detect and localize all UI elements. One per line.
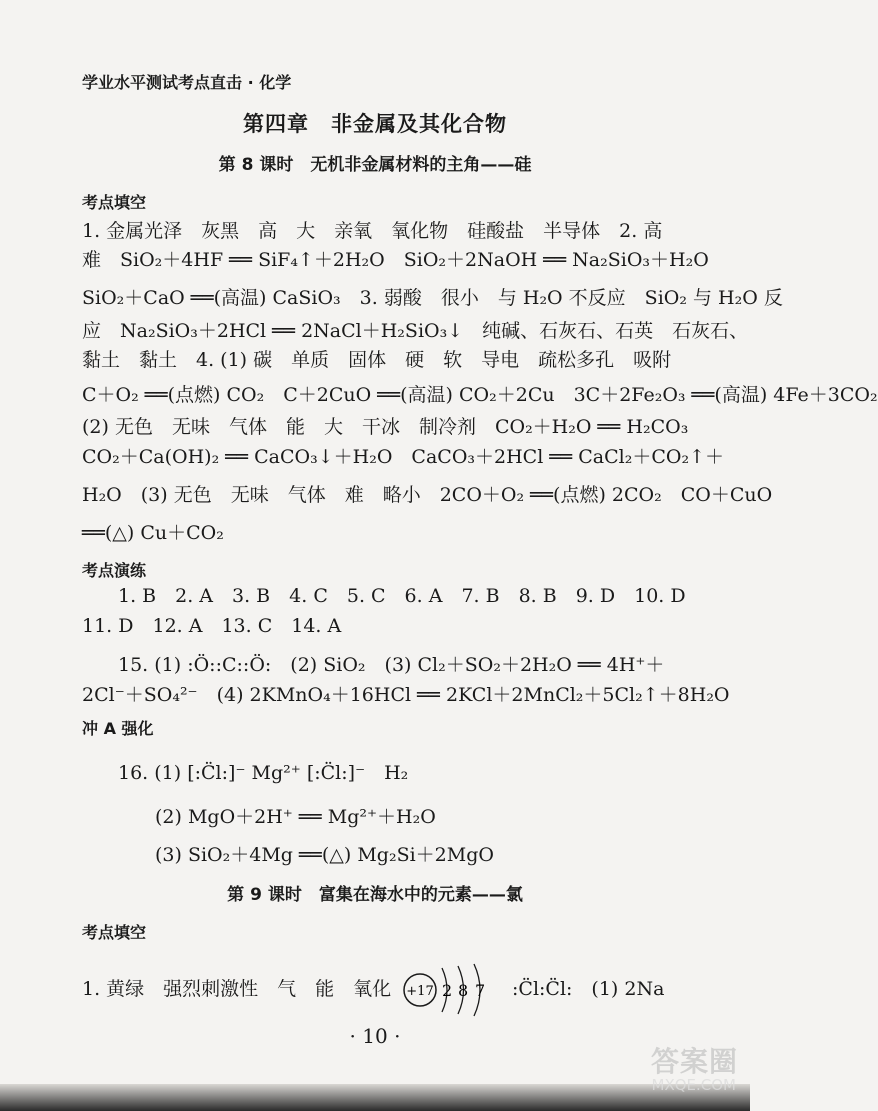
answer-line: 11. D 12. A 13. C 14. A <box>82 615 342 637</box>
atom-nucleus: +17 <box>406 984 434 999</box>
body-line: CO₂＋Ca(OH)₂ ══ CaCO₃↓＋H₂O CaCO₃＋2HCl ══ CaCl₂＋CO₂↑＋ <box>82 446 724 468</box>
shell-electron-count: 8 <box>458 981 469 1000</box>
section-fill-blanks-2: 考点填空 <box>82 923 147 942</box>
section-strengthen: 冲 A 强化 <box>82 719 154 738</box>
section-practice: 考点演练 <box>82 561 147 580</box>
body-line: 黏土 黏土 4. (1) 碳 单质 固体 硬 软 导电 疏松多孔 吸附 <box>82 349 672 371</box>
chlorine-atom-structure-icon <box>398 962 508 1018</box>
book-header: 学业水平测试考点直击 · 化学 <box>82 73 292 92</box>
question-15-line: 2Cl⁻＋SO₄²⁻ (4) 2KMnO₄＋16HCl ══ 2KCl＋2MnCl₂＋5Cl₂↑＋8H₂O <box>82 684 730 706</box>
body-line: ══(△) Cu＋CO₂ <box>82 522 224 544</box>
question-16-line: (2) MgO＋2H⁺ ══ Mg²⁺＋H₂O <box>155 806 436 828</box>
body-line: C＋O₂ ══(点燃) CO₂ C＋2CuO ══(高温) CO₂＋2Cu 3C＋2Fe₂O₃ ══(高温) 4Fe＋3CO₂ <box>82 384 878 406</box>
question-16-line: (3) SiO₂＋4Mg ══(△) Mg₂Si＋2MgO <box>155 844 494 866</box>
last-line-right: :C̈l:C̈l: (1) 2Na <box>512 978 665 1000</box>
watermark-url: MXQE.COM <box>651 1076 736 1094</box>
question-16-line: 16. (1) [:C̈l:]⁻ Mg²⁺ [:C̈l:]⁻ H₂ <box>118 762 409 784</box>
page-number: · 10 · <box>349 1024 401 1048</box>
watermark-logo: 答案圈 <box>650 1045 738 1078</box>
question-15-line: 15. (1) :Ö::C::Ö: (2) SiO₂ (3) Cl₂＋SO₂＋2H₂O ══ 4H⁺＋ <box>118 654 665 676</box>
last-line-text: 1. 黄绿 强烈刺激性 气 能 氧化 <box>82 978 392 1000</box>
lesson-9-title: 第 9 课时 富集在海水中的元素——氯 <box>227 885 523 905</box>
body-line: SiO₂＋CaO ══(高温) CaSiO₃ 3. 弱酸 很小 与 H₂O 不反应 SiO₂ 与 H₂O 反 <box>82 287 783 309</box>
body-line: 难 SiO₂＋4HF ══ SiF₄↑＋2H₂O SiO₂＋2NaOH ══ Na₂SiO₃＋H₂O <box>82 249 709 271</box>
shell-electron-count: 2 <box>442 981 453 1000</box>
answer-line: 1. B 2. A 3. B 4. C 5. C 6. A 7. B 8. B 9. D 10. D <box>118 585 686 607</box>
shell-electron-count: 7 <box>475 981 486 1000</box>
body-line: (2) 无色 无味 气体 能 大 干冰 制冷剂 CO₂＋H₂O ══ H₂CO₃ <box>82 416 689 438</box>
lesson-8-title: 第 8 课时 无机非金属材料的主角——硅 <box>218 155 532 175</box>
body-line: 应 Na₂SiO₃＋2HCl ══ 2NaCl＋H₂SiO₃↓ 纯碱、石灰石、石英 石灰石、 <box>82 320 749 342</box>
body-line: 1. 金属光泽 灰黑 高 大 亲氧 氧化物 硅酸盐 半导体 2. 高 <box>82 220 663 242</box>
body-line: H₂O (3) 无色 无味 气体 难 略小 2CO＋O₂ ══(点燃) 2CO₂ CO＋CuO <box>82 484 773 506</box>
section-fill-blanks-1: 考点填空 <box>82 193 147 212</box>
chapter-title: 第四章 非金属及其化合物 <box>243 112 507 136</box>
scan-edge-shadow <box>0 1084 750 1111</box>
